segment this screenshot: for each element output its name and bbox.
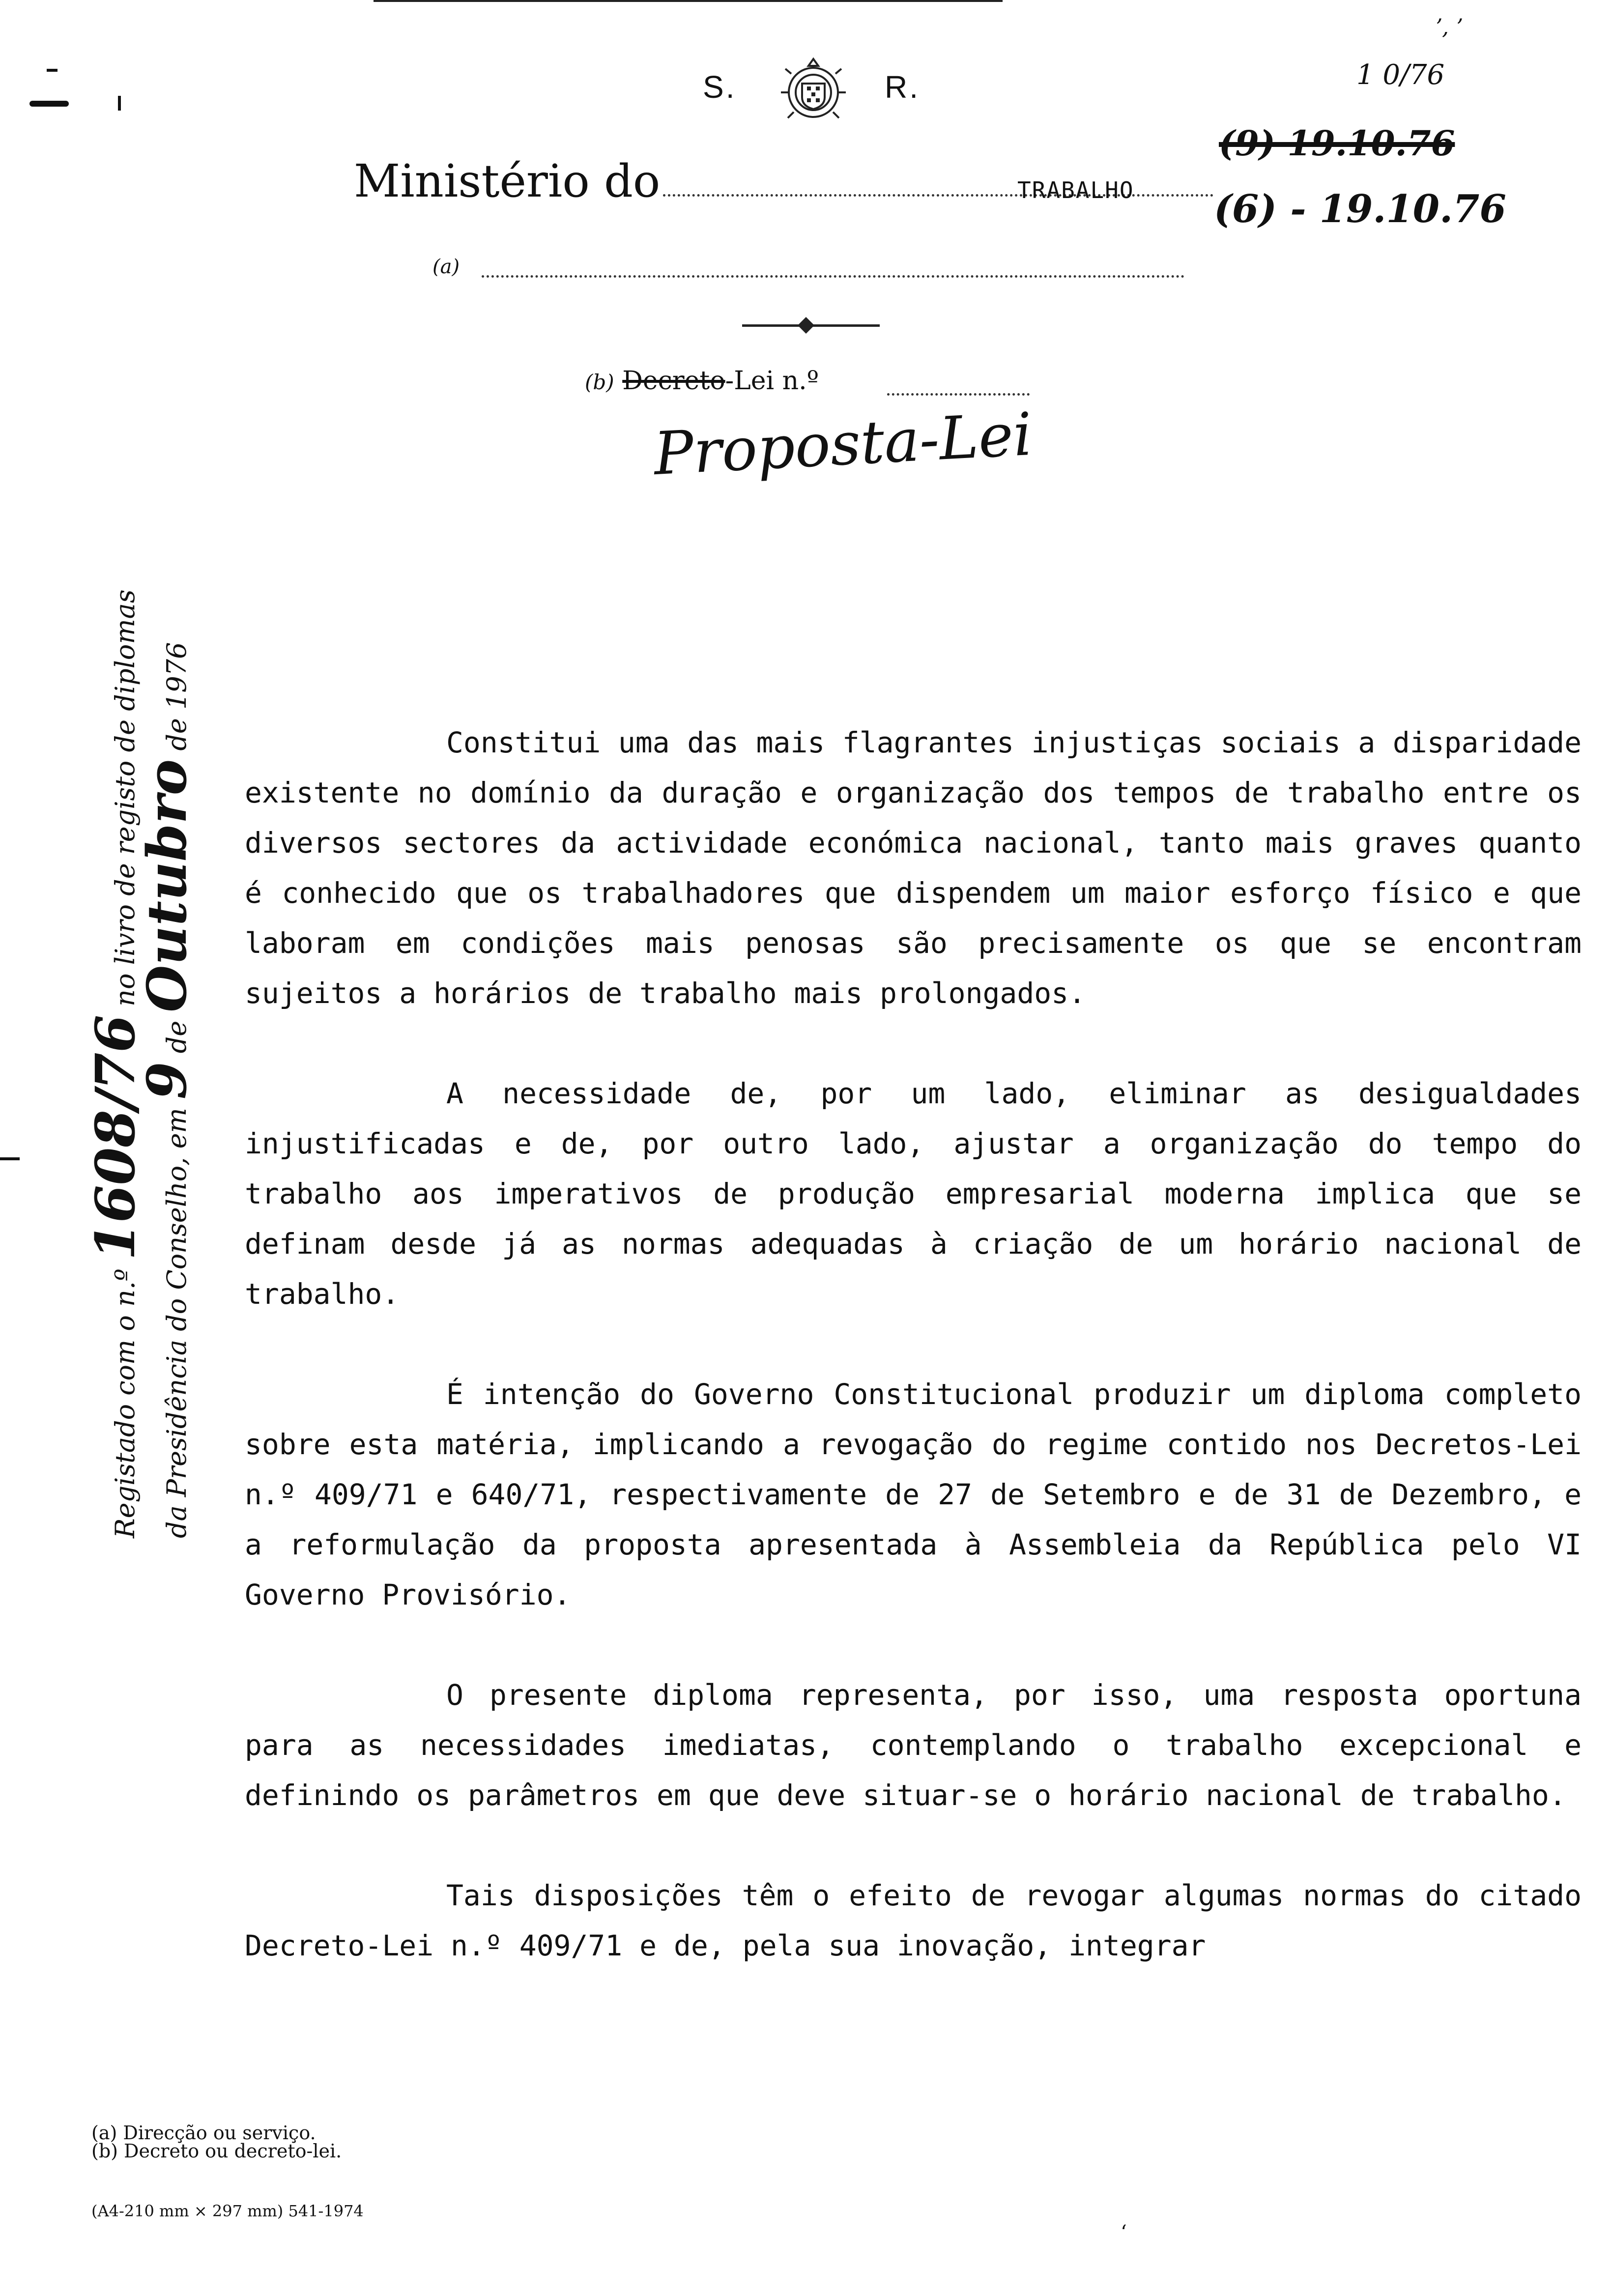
registry-stamp	[10, 565, 216, 1538]
handwritten-corner-mark: ʼ, ʼ	[1435, 15, 1463, 40]
ministry-label: Ministério do	[354, 155, 661, 207]
divider-ornament	[798, 317, 814, 334]
ministry-department: TRABALHO	[1017, 177, 1134, 203]
registry-year: de 1976	[161, 642, 192, 751]
direction-label: (a)	[432, 256, 460, 278]
header-left-letter: S.	[703, 69, 737, 105]
margin-mark	[47, 69, 58, 72]
header-right-letter: R.	[885, 69, 920, 105]
top-rule	[374, 0, 1003, 2]
registry-de: de	[161, 1020, 192, 1054]
registry-prefix-2: da Presidência do Conselho, em	[161, 1108, 192, 1538]
decree-number-field	[887, 393, 1030, 396]
handwritten-proposta: Proposta-Lei	[652, 400, 1034, 489]
registry-suffix: no livro de registo de diplomas	[110, 589, 141, 1006]
handwritten-struck-date: (9) 19.10.76	[1219, 123, 1455, 164]
registry-line-2	[135, 642, 199, 1538]
stray-mark: ʻ	[1121, 2221, 1127, 2244]
body-paragraph: A necessidade de, por um lado, eliminar as desigualdades injustificadas e de, por outro lado, ajustar a organização do tempo do trabalho aos imperativos de produção empresarial moderna implica que se definam desde já as normas adequadas à criação de um horário nacional de trabalho.	[245, 1077, 1582, 1311]
direction-dotted-field	[482, 275, 1184, 278]
body-paragraph: O presente diploma representa, por isso, uma resposta oportuna para as necessidades imediatas, contemplando o trabalho excepcional e definindo os parâmetros em que deve situar-se o horário nacional de trabalho.	[245, 1678, 1582, 1812]
handwritten-date: (6) - 19.10.76	[1214, 187, 1506, 231]
margin-mark	[118, 96, 121, 111]
coat-of-arms-icon	[777, 54, 850, 128]
body-paragraph: Constitui uma das mais flagrantes injustiças sociais a disparidade existente no domínio da duração e organização dos tempos de trabalho entre os diversos sectores da actividade económica nacional, tanto mais graves quanto é conhecido que os trabalhadores que dispendem um maior esforço físico e que laboram em condições mais penosas são precisamente os que se encontram sujeitos a horários de trabalho mais prolongados.	[245, 726, 1582, 1010]
margin-mark	[29, 101, 69, 107]
decree-footnote-marker: (b)	[585, 370, 614, 394]
body-paragraph: É intenção do Governo Constitucional produzir um diploma completo sobre esta matéria, implicando a revogação do regime contido nos Decretos-Lei n.º 409/71 e 640/71, respectivamente de 27 de Setembro e de 31 de Dezembro, e a reformulação da proposta apresentada à Assembleia da República pelo VI Governo Provisório.	[245, 1378, 1582, 1611]
form-reference: (A4-210 mm × 297 mm) 541-1974	[91, 2202, 364, 2220]
ministry-line	[354, 155, 1213, 207]
document-body	[245, 718, 1582, 1971]
footnote-b: (b) Decreto ou decreto-lei.	[91, 2140, 342, 2162]
registry-prefix: Registado com o n.º	[110, 1268, 141, 1538]
registry-number: 1608/76	[84, 1014, 147, 1261]
handwritten-reference: 1 0/76	[1356, 59, 1445, 91]
body-paragraph: Tais disposições têm o efeito de revogar algumas normas do citado Decreto-Lei n.º 409/71 e de, pela sua inovação, integrar	[245, 1879, 1582, 1962]
decree-line	[585, 366, 819, 396]
registry-month: Outubro	[135, 759, 199, 1012]
footnote-a: (a) Direcção ou serviço.	[91, 2122, 316, 2144]
registry-day: 9	[135, 1062, 199, 1100]
decree-rest: -Lei n.º	[725, 366, 819, 396]
decree-struck-word: Decreto	[622, 366, 725, 396]
